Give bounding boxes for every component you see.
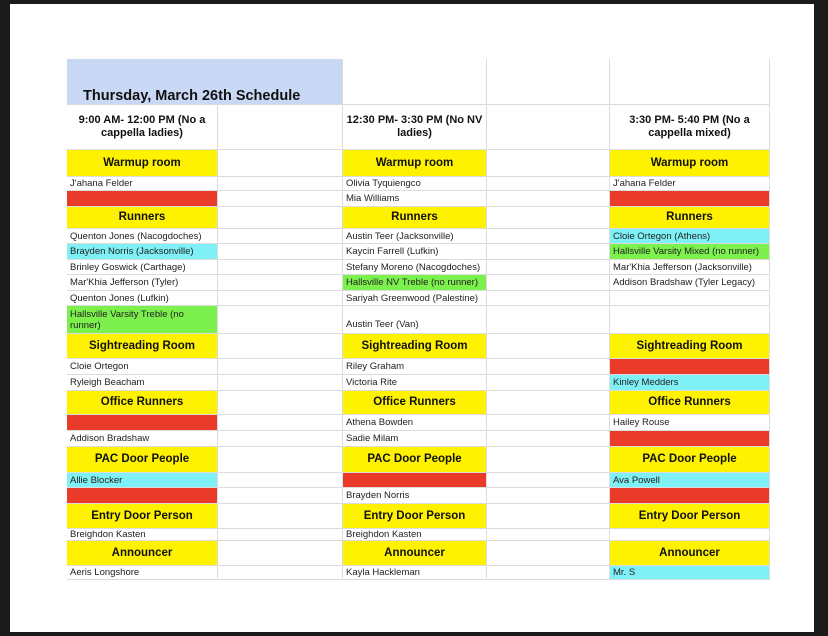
session3-office-slot: Hailey Rouse (610, 415, 770, 431)
session2-sightreading-heading: Sightreading Room (343, 334, 487, 359)
session1-sightreading-slot: Cloie Ortegon (67, 359, 218, 375)
session1-pac-slot (67, 488, 218, 504)
session2-time-header: 12:30 PM- 3:30 PM (No NV ladies) (343, 105, 487, 150)
session3-office-slot (610, 431, 770, 447)
grid-cell (343, 59, 487, 105)
session2-warmup-heading: Warmup room (343, 150, 487, 177)
grid-cell (487, 391, 610, 415)
session1-announcer-heading: Announcer (67, 541, 218, 566)
grid-cell (487, 105, 610, 150)
session1-sightreading-slot: Ryleigh Beacham (67, 375, 218, 391)
session3-runners-slot: Cloie Ortegon (Athens) (610, 229, 770, 244)
grid-cell (218, 191, 343, 207)
grid-cell (218, 415, 343, 431)
session1-runners-slot: Quenton Jones (Lufkin) (67, 291, 218, 306)
grid-cell (218, 244, 343, 260)
session3-runners-slot: Addison Bradshaw (Tyler Legacy) (610, 275, 770, 291)
session2-warmup-slot: Olivia Tyquiengco (343, 177, 487, 191)
grid-cell (487, 334, 610, 359)
session1-office-slot (67, 415, 218, 431)
grid-cell (218, 359, 343, 375)
session1-sightreading-heading: Sightreading Room (67, 334, 218, 359)
session3-office-heading: Office Runners (610, 391, 770, 415)
grid-cell (218, 431, 343, 447)
session1-pac-heading: PAC Door People (67, 447, 218, 473)
session3-sightreading-heading: Sightreading Room (610, 334, 770, 359)
grid-cell (218, 447, 343, 473)
session2-runners-slot: Hallsville NV Treble (no runner) (343, 275, 487, 291)
session1-runners-heading: Runners (67, 207, 218, 229)
session3-runners-slot: Mar'Khia Jefferson (Jacksonville) (610, 260, 770, 275)
session2-sightreading-slot: Victoria Rite (343, 375, 487, 391)
grid-cell (218, 229, 343, 244)
grid-cell (487, 488, 610, 504)
grid-cell (218, 275, 343, 291)
session3-runners-slot: Hallsville Varsity Mixed (no runner) (610, 244, 770, 260)
session3-pac-slot (610, 488, 770, 504)
grid-cell (487, 244, 610, 260)
grid-cell (487, 275, 610, 291)
grid-cell (487, 529, 610, 541)
session3-runners-heading: Runners (610, 207, 770, 229)
grid-cell (487, 447, 610, 473)
grid-cell (218, 306, 343, 334)
grid-cell (218, 391, 343, 415)
grid-cell (218, 375, 343, 391)
session3-warmup-slot (610, 191, 770, 207)
grid-cell (218, 334, 343, 359)
grid-cell (487, 306, 610, 334)
session2-office-heading: Office Runners (343, 391, 487, 415)
session2-runners-slot: Kaycin Farrell (Lufkin) (343, 244, 487, 260)
grid-cell (487, 59, 610, 105)
session1-office-heading: Office Runners (67, 391, 218, 415)
session3-pac-slot: Ava Powell (610, 473, 770, 488)
session1-runners-slot: Quenton Jones (Nacogdoches) (67, 229, 218, 244)
session2-entry-slot: Breighdon Kasten (343, 529, 487, 541)
session3-runners-slot (610, 306, 770, 334)
session1-pac-slot: Allie Blocker (67, 473, 218, 488)
session2-runners-slot: Austin Teer (Van) (343, 306, 487, 334)
grid-cell (218, 59, 343, 105)
grid-cell (487, 191, 610, 207)
session2-entry-heading: Entry Door Person (343, 504, 487, 529)
grid-cell (487, 415, 610, 431)
session2-office-slot: Sadie Milam (343, 431, 487, 447)
session2-pac-slot (343, 473, 487, 488)
session1-runners-slot: Brayden Norris (Jacksonville) (67, 244, 218, 260)
session3-announcer-heading: Announcer (610, 541, 770, 566)
session1-runners-slot: Hallsville Varsity Treble (no runner) (67, 306, 218, 334)
grid-cell (487, 541, 610, 566)
grid-cell (487, 431, 610, 447)
session1-runners-slot: Mar'Khia Jefferson (Tyler) (67, 275, 218, 291)
session3-sightreading-slot (610, 359, 770, 375)
session3-time-header: 3:30 PM- 5:40 PM (No a cappella mixed) (610, 105, 770, 150)
session2-announcer-heading: Announcer (343, 541, 487, 566)
grid-cell (218, 207, 343, 229)
grid-cell (487, 207, 610, 229)
grid-cell (487, 291, 610, 306)
grid-cell (487, 359, 610, 375)
session3-announcer-slot: Mr. S (610, 566, 770, 580)
grid-cell (487, 504, 610, 529)
session1-warmup-heading: Warmup room (67, 150, 218, 177)
session3-sightreading-slot: Kinley Medders (610, 375, 770, 391)
session2-warmup-slot: Mia Williams (343, 191, 487, 207)
session3-entry-heading: Entry Door Person (610, 504, 770, 529)
session2-runners-heading: Runners (343, 207, 487, 229)
session1-runners-slot: Brinley Goswick (Carthage) (67, 260, 218, 275)
grid-cell (218, 566, 343, 580)
grid-cell (487, 473, 610, 488)
grid-cell (487, 150, 610, 177)
grid-cell (218, 473, 343, 488)
session1-entry-slot: Breighdon Kasten (67, 529, 218, 541)
grid-cell (487, 566, 610, 580)
session1-announcer-slot: Aeris Longshore (67, 566, 218, 580)
grid-cell (218, 177, 343, 191)
session1-warmup-slot: J'ahana Felder (67, 177, 218, 191)
session2-pac-slot: Brayden Norris (343, 488, 487, 504)
session1-office-slot: Addison Bradshaw (67, 431, 218, 447)
session3-runners-slot (610, 291, 770, 306)
session3-warmup-heading: Warmup room (610, 150, 770, 177)
grid-cell (218, 150, 343, 177)
grid-cell (218, 504, 343, 529)
grid-cell (218, 541, 343, 566)
session2-pac-heading: PAC Door People (343, 447, 487, 473)
grid-cell (218, 488, 343, 504)
session2-office-slot: Athena Bowden (343, 415, 487, 431)
grid-cell (487, 177, 610, 191)
session3-entry-slot (610, 529, 770, 541)
grid-cell (218, 105, 343, 150)
session3-pac-heading: PAC Door People (610, 447, 770, 473)
session3-warmup-slot: J'ahana Felder (610, 177, 770, 191)
session1-time-header: 9:00 AM- 12:00 PM (No a cappella ladies) (67, 105, 218, 150)
grid-cell (487, 260, 610, 275)
grid-cell (218, 291, 343, 306)
grid-cell (610, 59, 770, 105)
session2-runners-slot: Sariyah Greenwood (Palestine) (343, 291, 487, 306)
grid-cell (487, 229, 610, 244)
grid-cell (487, 375, 610, 391)
session2-sightreading-slot: Riley Graham (343, 359, 487, 375)
session2-runners-slot: Austin Teer (Jacksonville) (343, 229, 487, 244)
session1-entry-heading: Entry Door Person (67, 504, 218, 529)
page-title: Thursday, March 26th Schedule (67, 59, 343, 105)
session1-warmup-slot (67, 191, 218, 207)
session2-announcer-slot: Kayla Hackleman (343, 566, 487, 580)
grid-cell (218, 260, 343, 275)
session2-runners-slot: Stefany Moreno (Nacogdoches) (343, 260, 487, 275)
grid-cell (218, 529, 343, 541)
